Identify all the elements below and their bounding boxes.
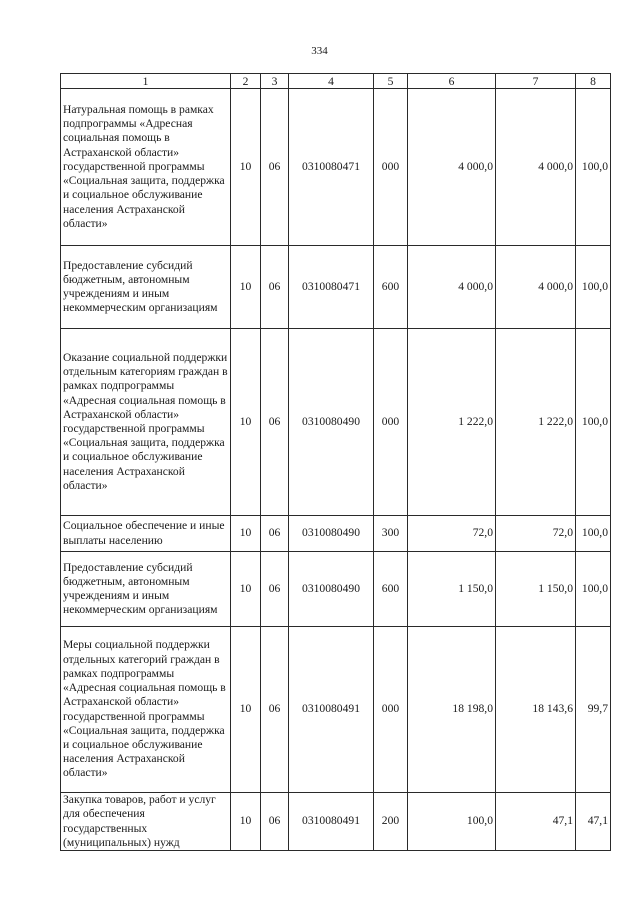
table-row [61, 516, 611, 552]
section-code: 10 [231, 246, 261, 329]
target-article-code: 0310080490 [289, 552, 374, 627]
planned-amount: 1 150,0 [408, 552, 496, 627]
expense-type-code: 600 [374, 552, 408, 627]
subsection-code: 06 [261, 329, 289, 516]
planned-amount: 1 222,0 [408, 329, 496, 516]
target-article-code: 0310080471 [289, 246, 374, 329]
execution-percent: 100,0 [576, 516, 611, 552]
execution-percent: 100,0 [576, 552, 611, 627]
expense-type-code: 300 [374, 516, 408, 552]
column-header: 8 [576, 74, 611, 89]
execution-percent: 100,0 [576, 329, 611, 516]
planned-amount: 18 198,0 [408, 627, 496, 793]
executed-amount: 72,0 [496, 516, 576, 552]
column-header: 6 [408, 74, 496, 89]
table-row [61, 793, 611, 851]
section-code: 10 [231, 552, 261, 627]
expense-type-code: 000 [374, 89, 408, 246]
planned-amount: 4 000,0 [408, 246, 496, 329]
table-row [61, 552, 611, 627]
section-code: 10 [231, 516, 261, 552]
budget-table [60, 73, 611, 851]
planned-amount: 72,0 [408, 516, 496, 552]
page-number: 334 [311, 45, 328, 57]
row-name: Меры социальной поддержки отдельных категорий граждан в рамках подпрограммы «Адресная социальная помощь в Астраханской области» государственной программы «Социальная защита, поддержка и социальное обслуживание населения Астраханской области» [61, 627, 231, 793]
row-name: Предоставление субсидий бюджетным, автономным учреждениям и иным некоммерческим организациям [61, 246, 231, 329]
subsection-code: 06 [261, 89, 289, 246]
target-article-code: 0310080491 [289, 627, 374, 793]
subsection-code: 06 [261, 627, 289, 793]
column-header: 5 [374, 74, 408, 89]
executed-amount: 4 000,0 [496, 246, 576, 329]
row-name: Предоставление субсидий бюджетным, автономным учреждениям и иным некоммерческим организациям [61, 552, 231, 627]
expense-type-code: 600 [374, 246, 408, 329]
executed-amount: 18 143,6 [496, 627, 576, 793]
execution-percent: 99,7 [576, 627, 611, 793]
column-header: 2 [231, 74, 261, 89]
planned-amount: 100,0 [408, 793, 496, 851]
target-article-code: 0310080471 [289, 89, 374, 246]
planned-amount: 4 000,0 [408, 89, 496, 246]
row-name: Оказание социальной поддержки отдельным категориям граждан в рамках подпрограммы «Адресная социальная помощь в Астраханской области» государственной программы «Социальная защита, поддержка и социальное обслуживание населения Астраханской области» [61, 329, 231, 516]
execution-percent: 47,1 [576, 793, 611, 851]
subsection-code: 06 [261, 246, 289, 329]
table-row [61, 627, 611, 793]
row-name: Натуральная помощь в рамках подпрограммы «Адресная социальная помощь в Астраханской области» государственной программы «Социальная защита, поддержка и социальное обслуживание населения Астраханской области» [61, 89, 231, 246]
column-header: 3 [261, 74, 289, 89]
section-code: 10 [231, 793, 261, 851]
table-row [61, 246, 611, 329]
header-row [61, 74, 611, 89]
section-code: 10 [231, 627, 261, 793]
table-row [61, 329, 611, 516]
target-article-code: 0310080490 [289, 516, 374, 552]
subsection-code: 06 [261, 552, 289, 627]
column-header: 1 [61, 74, 231, 89]
execution-percent: 100,0 [576, 246, 611, 329]
column-header: 4 [289, 74, 374, 89]
expense-type-code: 000 [374, 329, 408, 516]
subsection-code: 06 [261, 516, 289, 552]
expense-type-code: 000 [374, 627, 408, 793]
section-code: 10 [231, 329, 261, 516]
target-article-code: 0310080490 [289, 329, 374, 516]
executed-amount: 47,1 [496, 793, 576, 851]
executed-amount: 1 150,0 [496, 552, 576, 627]
subsection-code: 06 [261, 793, 289, 851]
executed-amount: 4 000,0 [496, 89, 576, 246]
table-row [61, 89, 611, 246]
expense-type-code: 200 [374, 793, 408, 851]
row-name: Социальное обеспечение и иные выплаты населению [61, 516, 231, 552]
executed-amount: 1 222,0 [496, 329, 576, 516]
row-name: Закупка товаров, работ и услуг для обеспечения государственных (муниципальных) нужд [61, 793, 231, 851]
section-code: 10 [231, 89, 261, 246]
execution-percent: 100,0 [576, 89, 611, 246]
target-article-code: 0310080491 [289, 793, 374, 851]
column-header: 7 [496, 74, 576, 89]
